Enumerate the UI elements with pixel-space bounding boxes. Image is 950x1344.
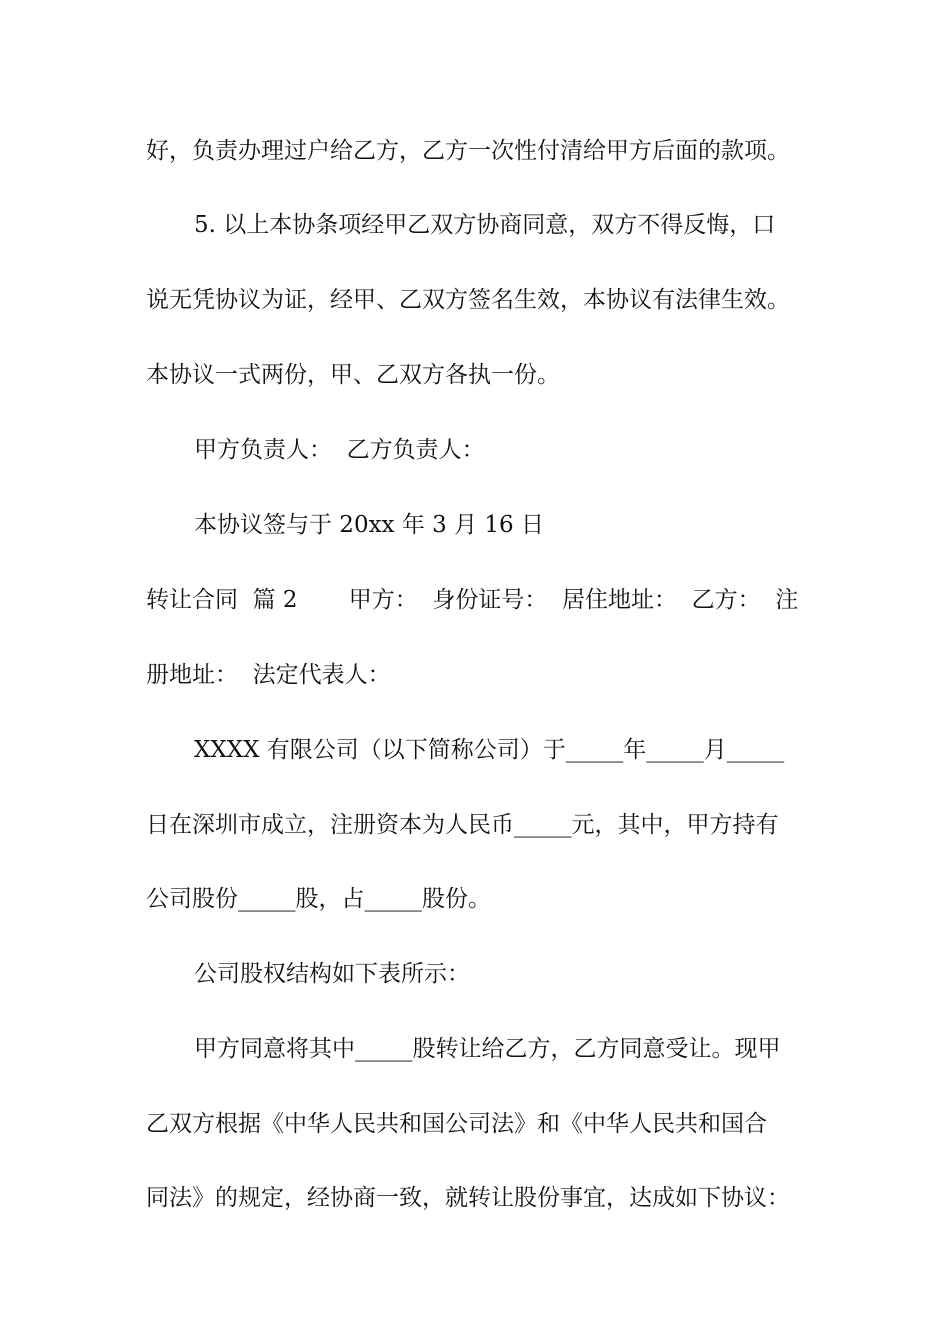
text-line: 同法》的规定，经协商一致，就转让股份事宜，达成如下协议： (146, 1185, 790, 1211)
text-line: 本协议一式两份，甲、乙双方各执一份。 (146, 362, 560, 388)
date-line: 本协议签与于 20xx 年 3 月 16 日 (194, 512, 544, 538)
text-line: 乙双方根据《中华人民共和国公司法》和《中华人民共和国合 (146, 1111, 767, 1137)
text-line: 甲方同意将其中_____股转让给乙方，乙方同意受让。现甲 (194, 1036, 781, 1062)
text-line: 公司股份_____股，占_____股份。 (146, 886, 491, 912)
text-line: XXXX 有限公司（以下简称公司）于_____年_____月_____ (194, 737, 785, 763)
text-line: 日在深圳市成立，注册资本为人民币_____元，其中，甲方持有 (146, 812, 779, 838)
text-line: 说无凭协议为证，经甲、乙双方签名生效，本协议有法律生效。 (146, 287, 790, 313)
text-line: 公司股权结构如下表所示： (194, 961, 470, 987)
contract-heading-line: 转让合同 篇 2 甲方： 身份证号： 居住地址： 乙方： 注 (146, 587, 799, 613)
text-line: 好，负责办理过户给乙方，乙方一次性付清给甲方后面的款项。 (146, 138, 790, 164)
signatory-line: 甲方负责人： 乙方负责人： (194, 437, 485, 463)
text-line: 5. 以上本协条项经甲乙双方协商同意，双方不得反悔，口 (194, 212, 776, 238)
text-line: 册地址： 法定代表人： (146, 662, 391, 688)
